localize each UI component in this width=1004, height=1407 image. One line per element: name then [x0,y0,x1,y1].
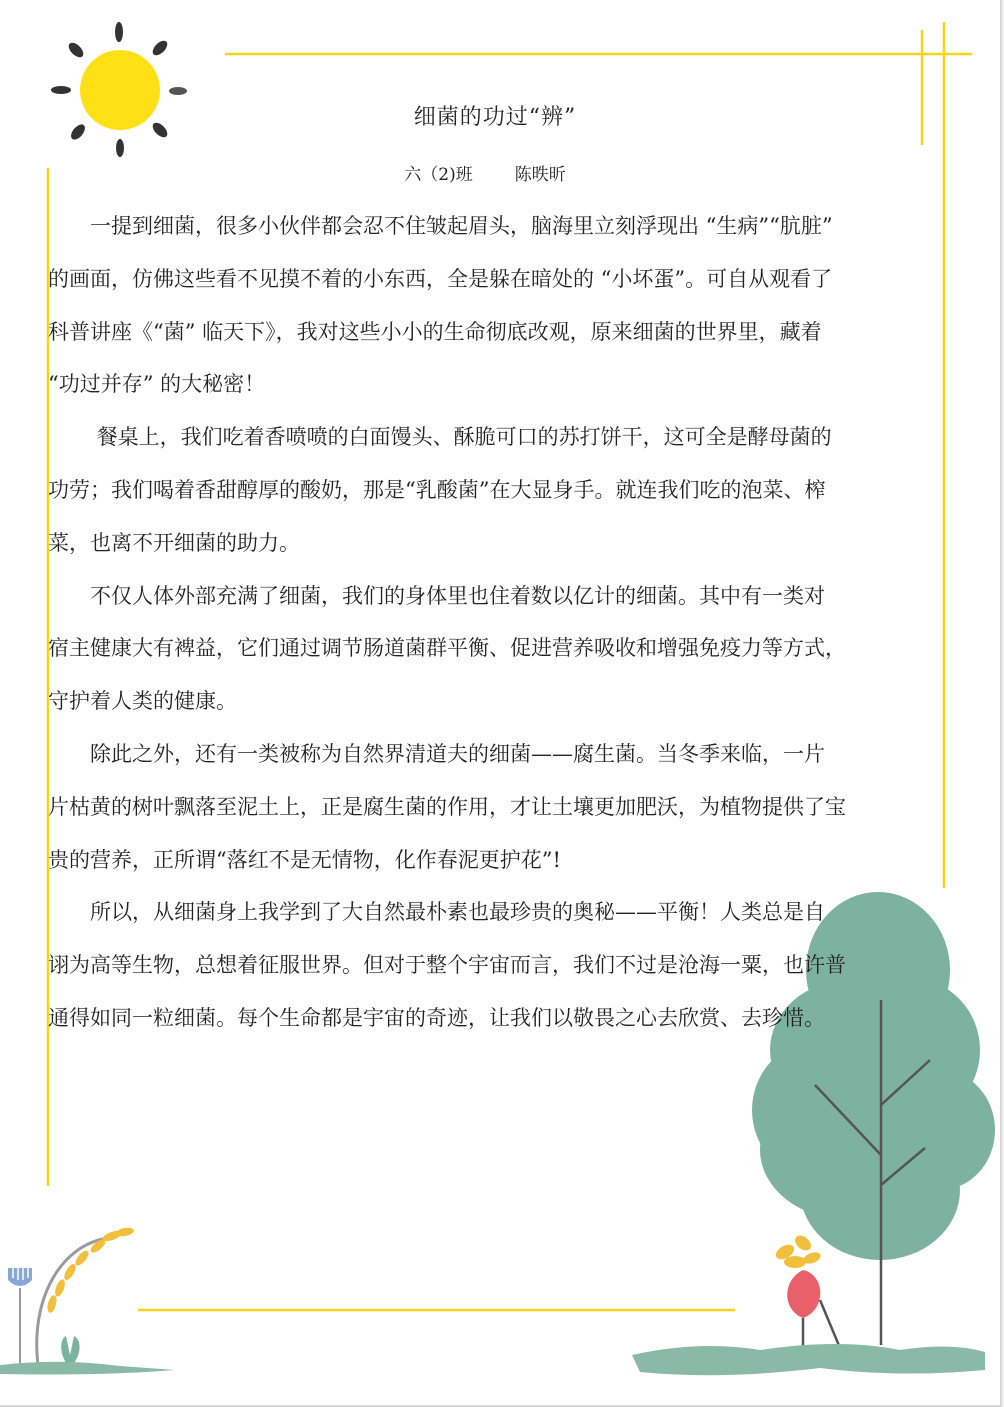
text-line: 通得如同一粒细菌。每个生命都是宇宙的奇迹，让我们以敬畏之心去欣赏、去珍惜。 [48,1005,825,1030]
text-line: 所以，从细菌身上我学到了大自然最朴素也最珍贵的奥秘——平衡！人类总是自 [48,900,825,925]
text-line: 宿主健康大有裨益，它们通过调节肠道菌群平衡、促进营养吸收和增强免疫力等方式， [48,636,846,661]
text-line: 守护着人类的健康。 [48,689,237,714]
text-line: 科普讲座《“菌” 临天下》，我对这些小小的生命彻底改观，原来细菌的世界里，藏着 [48,319,822,344]
text-line: 一提到细菌，很多小伙伴都会忍不住皱起眉头，脑海里立刻浮现出 “生病”“肮脏” [48,214,833,238]
byline-class: 六（2)班 [404,165,473,185]
text-line: 除此之外，还有一类被称为自然界清道夫的细菌——腐生菌。当冬季来临，一片 [48,741,825,766]
text-line: 功劳；我们喝着香甜醇厚的酸奶，那是“乳酸菌”在大显身手。就连我们吃的泡菜、榨 [48,477,826,502]
document-title: 细菌的功过“辨” [413,105,577,130]
text-line: 不仅人体外部充满了细菌，我们的身体里也住着数以亿计的细菌。其中有一类对 [48,583,825,608]
text-line: 的画面，仿佛这些看不见摸不着的小东西，全是躲在暗处的 “小坏蛋”。可自从观看了 [48,266,833,291]
text-line: 诩为高等生物，总想着征服世界。但对于整个宇宙而言，我们不过是沧海一粟，也许普 [48,953,846,978]
byline-author: 陈昳昕 [514,165,566,185]
sun-ray [51,86,71,94]
text-line: 餐桌上，我们吃着香喷喷的白面馒头、酥脆可口的苏打饼干，这可全是酵母菌的 [48,425,832,450]
grass-strip-left [0,1362,175,1375]
text-line: 菜，也离不开细菌的助力。 [48,530,300,555]
sun-ray [115,22,123,42]
sun-illustration [51,22,187,157]
text-line: “功过并存” 的大秘密！ [48,372,266,397]
small-plant-illustration [773,1233,840,1350]
text-line: 片枯黄的树叶飘落至泥土上，正是腐生菌的作用，才让土壤更加肥沃，为植物提供了宝 [48,794,846,819]
sun-ray [150,38,170,58]
sun-ray [116,139,124,157]
essay-body [48,200,948,1045]
wheat-and-flower-illustration [0,1226,175,1374]
sun-ray [169,87,187,95]
grass-strip [632,1344,985,1375]
sun-ray [66,40,86,60]
byline [0,160,970,185]
text-line: 贵的营养，正所谓“落红不是无情物，化作春泥更护花”! [48,847,561,872]
